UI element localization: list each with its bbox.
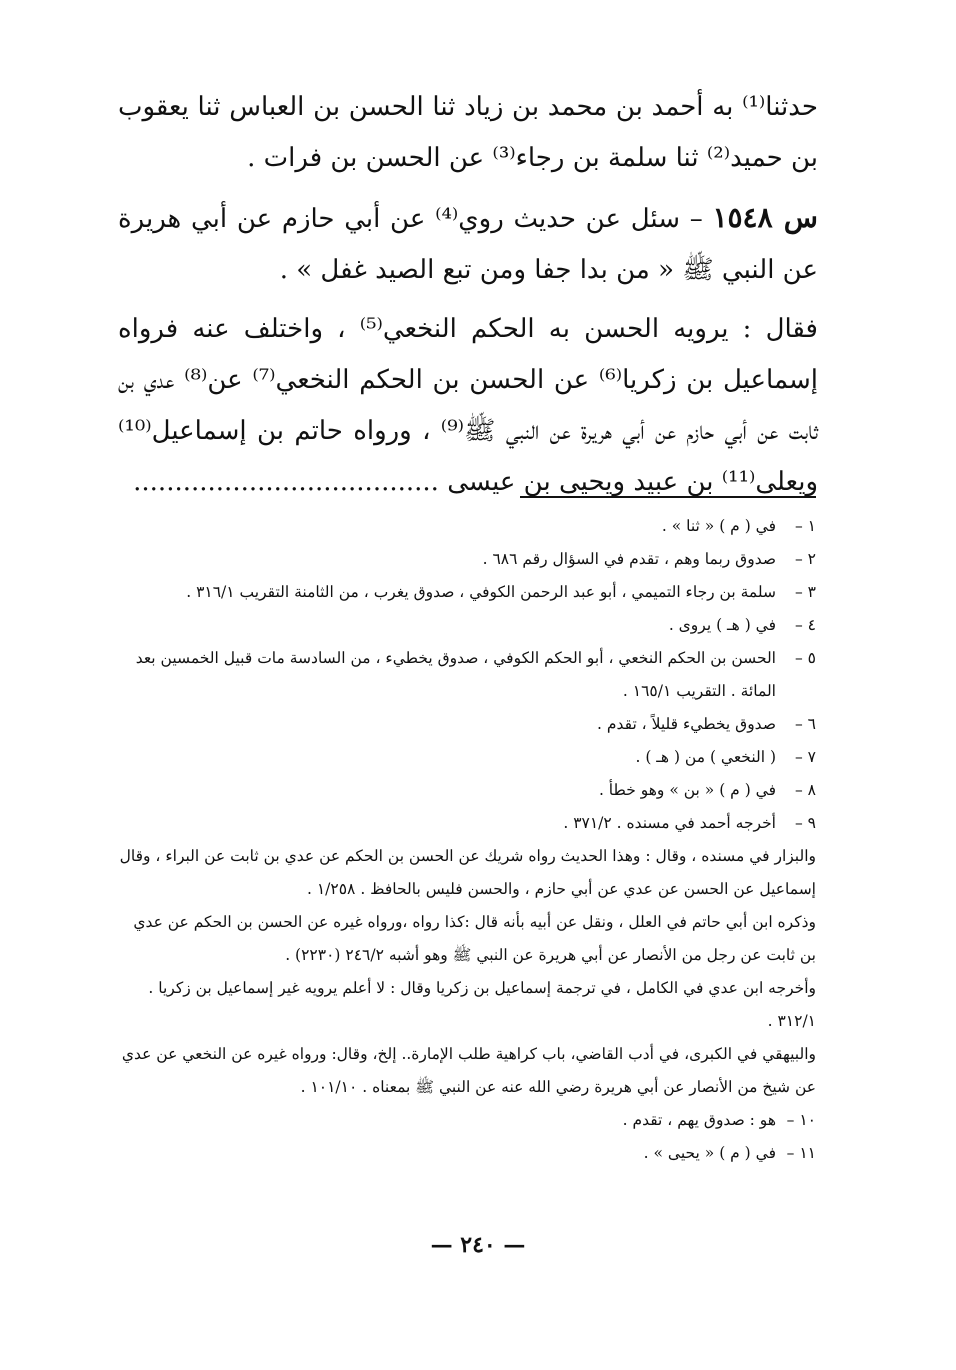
footnote-9-bayhaqi: والبيهقي في الكبرى، في أدب القاضي، باب كراهية طلب الإمارة.. إلخ، وقال: ورواه غيره عن النخعي عن عدي عن شيخ من الأنصار عن أبي هريرة رضي الله عنه عن النبي ﷺ بمعناه . ١٠١/١٠ . <box>121 1045 816 1096</box>
footnotes <box>116 510 816 1170</box>
question-paragraph <box>118 192 818 296</box>
footnote-1: ١ – في ( م ) « ثنا » . <box>661 517 816 535</box>
footnote-3: ٣ – سلمة بن رجاء التميمي ، أبو عبد الرحمن الكوفي ، صدوق يغرب ، من الثامنة التقريب ٣١٦/١ . <box>186 583 816 601</box>
footnote-9-bazzar: والبزار في مسنده ، وقال : وهذا الحديث رواه شريك عن الحسن بن الحكم عن عدي بن ثابت عن البراء ، وقال إسماعيل عن الحسن عن عدي عن أبي حازم ، والحسن فليس بالحافظ . ١/٢٥٨ . <box>119 847 816 898</box>
paragraph-chain: حدثنا⁽¹⁾ به أحمد بن محمد بن زياد ثنا الحسن بن العباس ثنا يعقوب بن حميد⁽²⁾ ثنا سلمة بن رجاء⁽³⁾ عن الحسن بن فرات . <box>118 92 818 173</box>
answer-paragraph: فقال : يرويه الحسن به الحكم النخعي⁽⁵⁾ ، واختلف عنه فرواه إسماعيل بن زكريا⁽⁶⁾ عن الحسن بن الحكم النخعي⁽⁷⁾ عن⁽⁸⁾ عدي بن ثابت عن أبي حازم عن أبي هريرة عن النبي ﷺ⁽⁹⁾ ، ورواه حاتم بن إسماعيل⁽¹⁰⁾ ويعلى⁽¹¹⁾ بن عبيد ويحيى بن عيسى ..................................... <box>118 314 819 497</box>
footnote-2: ٢ – صدوق ربما وهم ، تقدم في السؤال رقم ٦٨٦ . <box>482 550 816 568</box>
main-text <box>118 82 818 508</box>
footnote-separator <box>520 496 816 498</box>
footnote-9-ilal: وذكره ابن أبي حاتم في العلل ، ونقل عن أبيه بأنه قال :كذا رواه ،ورواه غيره عن الحسن بن الحكم عن عدي بن ثابت عن رجل من الأنصار عن أبي هريرة عن النبي ﷺ وهو أشبه ٢٤٦/٢ (٢٢٣٠) . <box>133 913 816 964</box>
footnote-6: ٦ – صدوق يخطيء قليلاً ، تقدم . <box>597 715 816 733</box>
footnote-8: ٨ – في ( م ) « بن » وهو خطأ . <box>598 781 816 799</box>
footnote-10: ١٠ – هو : صدوق يهم ، تقدم . <box>622 1111 816 1129</box>
footnote-11: ١١ – في ( م ) « يحيى » . <box>643 1144 816 1162</box>
question-number: س ١٥٤٨ <box>712 201 818 234</box>
footnote-9: ٩ – أخرجه أحمد في مسنده . ٣٧١/٢ . <box>563 814 816 832</box>
page-number: — ٢٤٠ — <box>430 1232 526 1258</box>
footnote-5: ٥ – الحسن بن الحكم النخعي ، أبو الحكم الكوفي ، صدوق يخطيء ، من السادسة مات قبيل الخمسين بعد المائة . التقريب ١٦٥/١ . <box>135 649 816 700</box>
footnote-9-kamil: وأخرجه ابن عدي في الكامل ، في ترجمة إسماعيل بن زكريا وقال : لا أعلم يرويه غير إسماعيل بن زكريا . ٣١٢/١ . <box>148 979 816 1030</box>
footnote-4: ٤ – في ( هـ ) يروى . <box>668 616 816 634</box>
footnote-7: ٧ – ( النخعي ) من ( هـ ) . <box>635 748 816 766</box>
question-text: – سئل عن حديث روي⁽⁴⁾ عن أبي حازم عن أبي هريرة عن النبي ﷺ « من بدا جفا ومن تبع الصيد غفل » . <box>118 204 818 285</box>
